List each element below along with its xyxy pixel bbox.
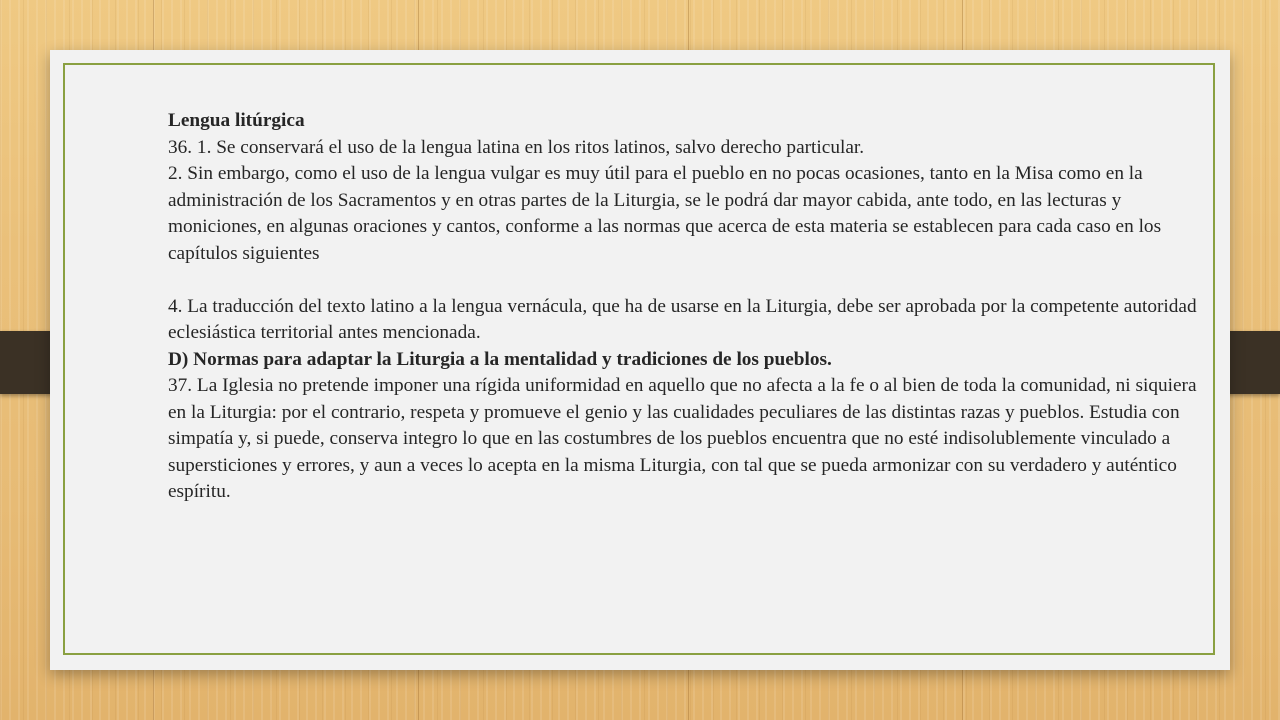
paragraph-36-1: 36. 1. Se conservará el uso de la lengua latina en los ritos latinos, salvo derecho particular.: [168, 136, 865, 158]
document-heading: Lengua litúrgica: [168, 110, 305, 131]
paragraph-37: 37. La Iglesia no pretende imponer una rígida uniformidad en aquello que no afecta a la fe o al bien de toda la comunidad, ni siquiera en la Liturgia: por el contrario, respeta y promueve el genio y las cualidades peculiares de las distintas razas y pueblos. Estudia con simpatía y, si puede, conserva integro lo que en las costumbres de los pueblos encuentra que no esté indisolublemente vinculado a supersticiones y errores, y aun a veces lo acepta en la misma Liturgia, con tal que se pueda armonizar con su verdadero y auténtico espíritu.: [168, 375, 1197, 502]
paragraph-4: 4. La traducción del texto latino a la lengua vernácula, que ha de usarse en la Liturgia, debe ser aprobada por la competente autoridad eclesiástica territorial antes mencionada.: [168, 295, 1197, 343]
slide-content: [168, 108, 1213, 506]
slide-card: [50, 50, 1230, 670]
section-heading: D) Normas para adaptar la Liturgia a la mentalidad y tradiciones de los pueblos.: [168, 348, 832, 370]
paragraph-36-2: 2. Sin embargo, como el uso de la lengua vulgar es muy útil para el pueblo en no pocas ocasiones, tanto en la Misa como en la administración de los Sacramentos y en otras partes de la Liturgia, se le podrá dar mayor cabida, ante todo, en las lecturas y moniciones, en algunas oraciones y cantos, conforme a las normas que acerca de esta materia se establecen para cada caso en los capítulos siguientes: [168, 163, 1162, 264]
paragraph-spacer: [168, 267, 1213, 294]
